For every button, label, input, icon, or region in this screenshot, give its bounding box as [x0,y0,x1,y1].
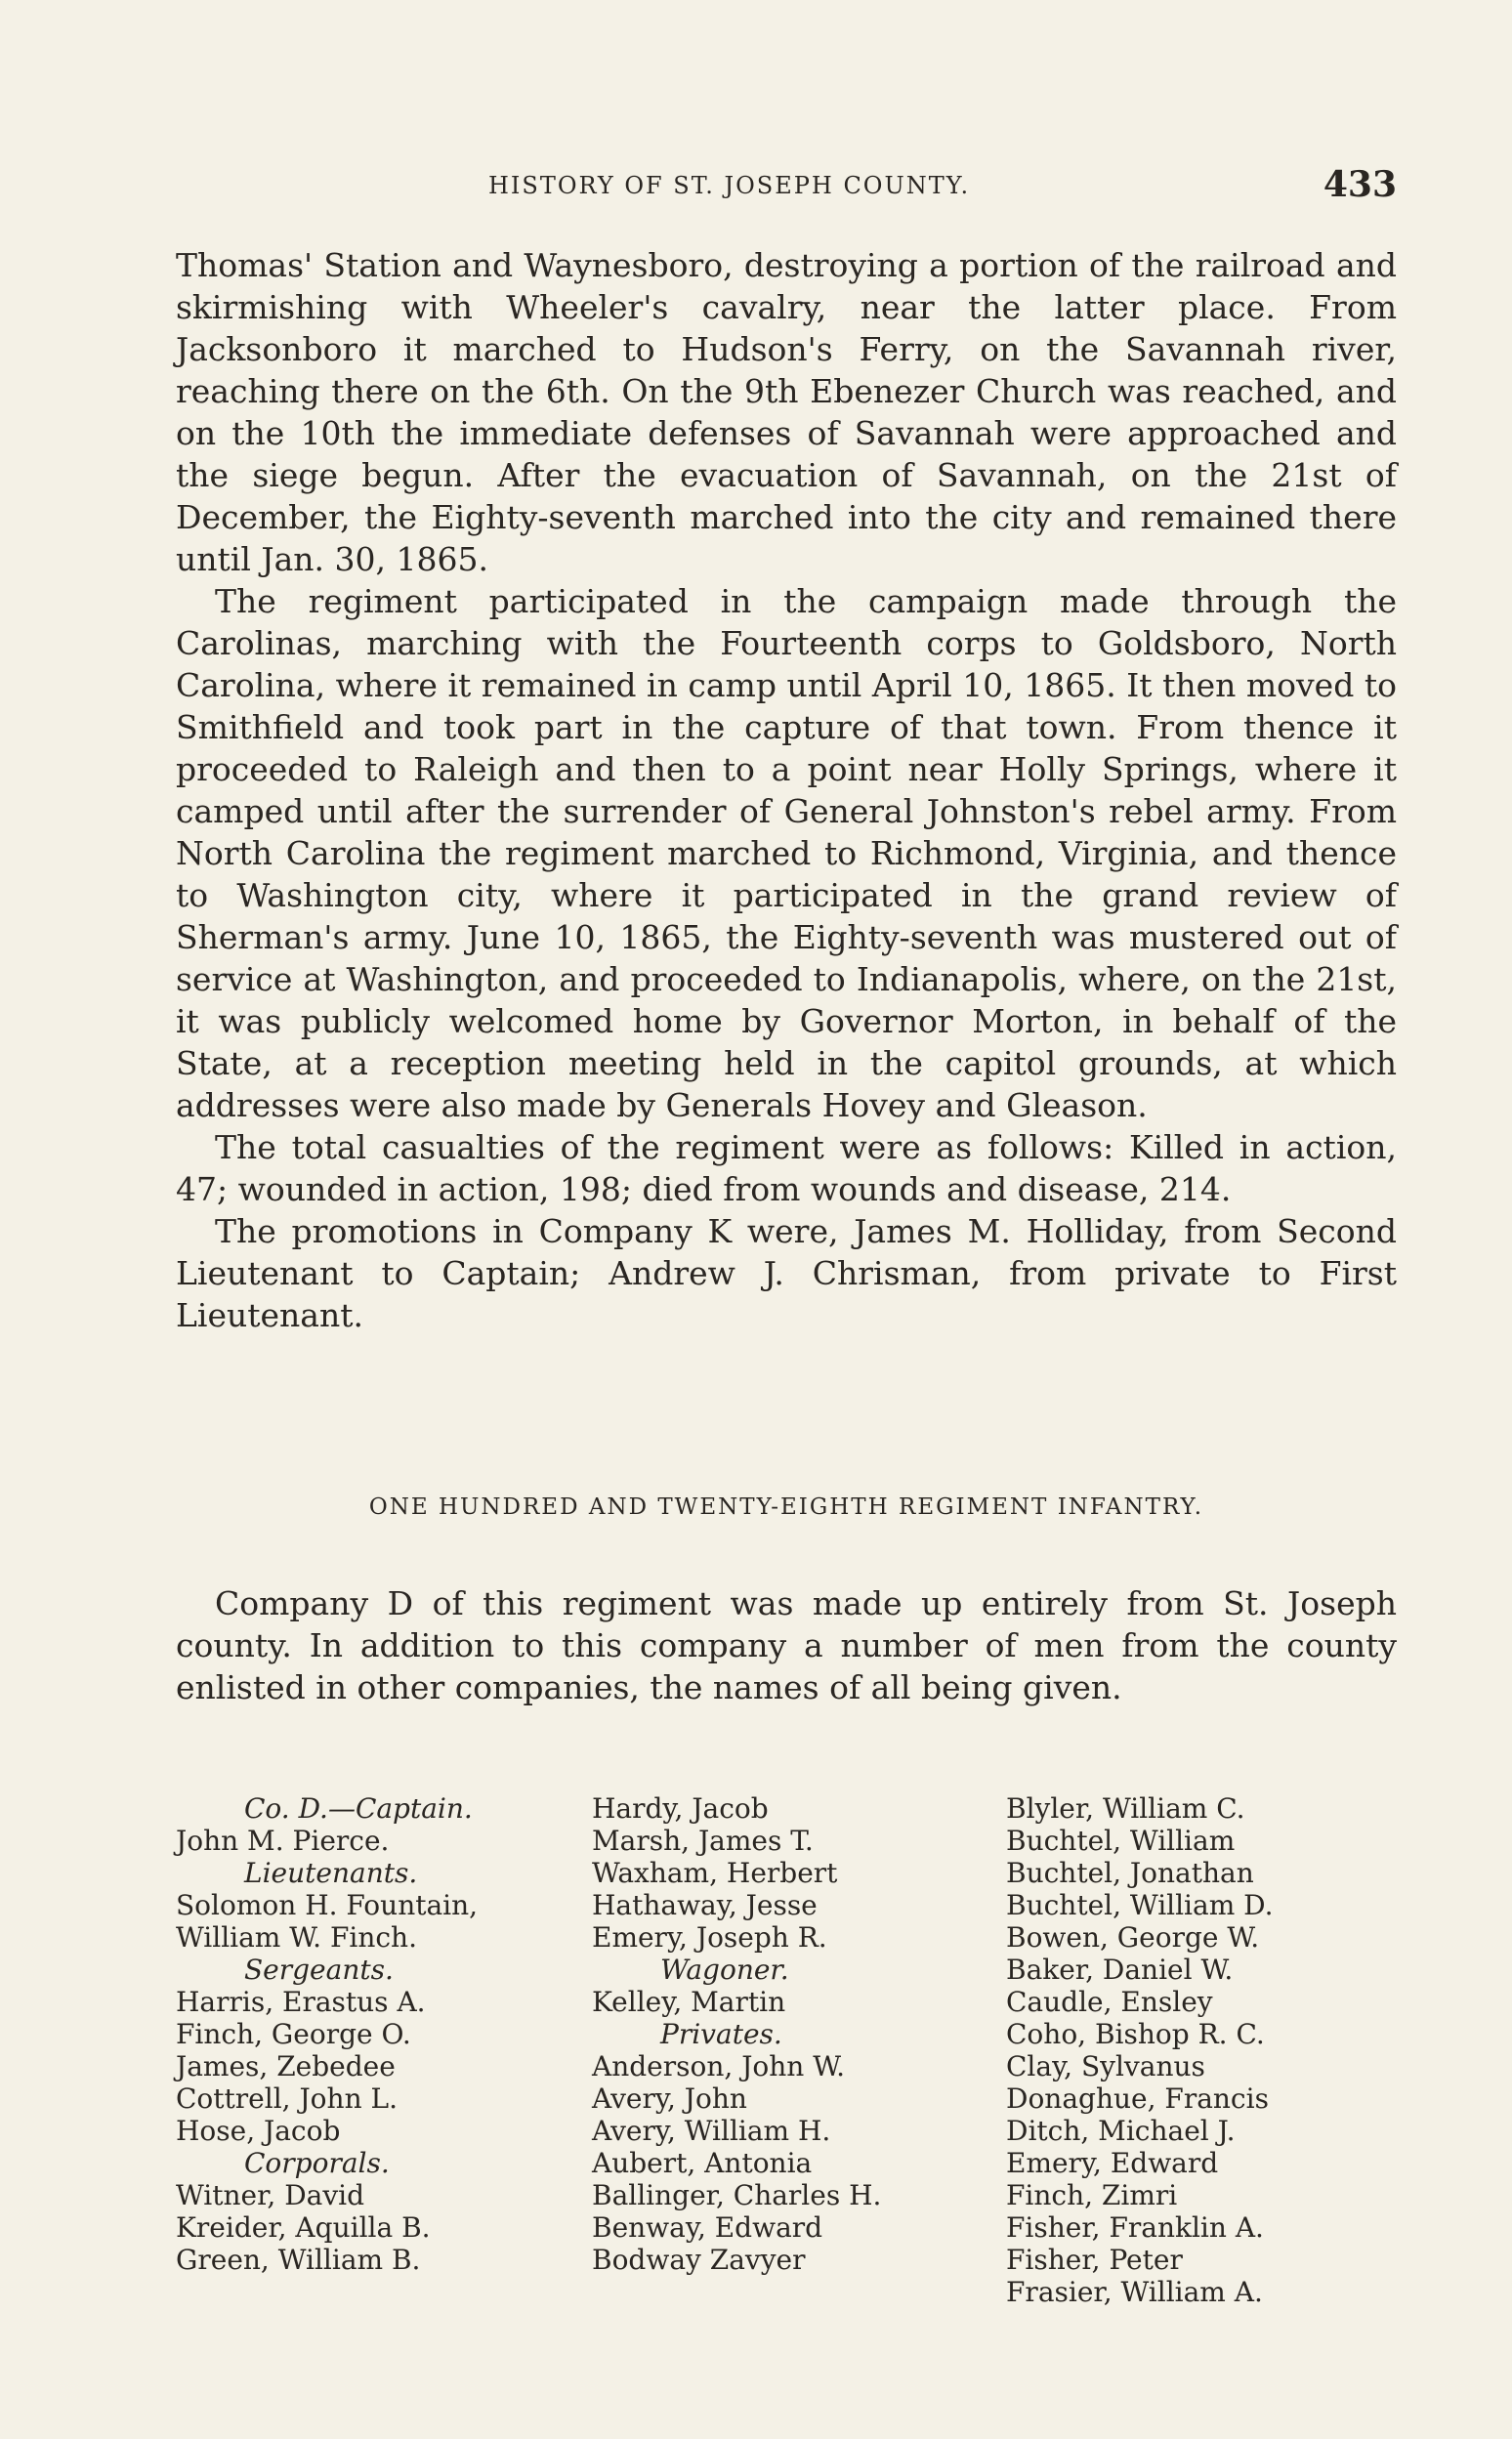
roster-name: Avery, John [592,2082,747,2115]
roster-name: Donaghue, Francis [1006,2082,1269,2115]
roster-name: Aubert, Antonia [592,2147,813,2179]
roster-name: Clay, Sylvanus [1006,2050,1205,2082]
roster-name: Ballinger, Charles H. [592,2179,882,2211]
roster-name: Avery, William H. [592,2115,831,2147]
page-number: 433 [1323,164,1397,205]
roster-name: Emery, Joseph R. [592,1921,827,1954]
roster-name: Anderson, John W. [592,2050,846,2082]
roster-name: Frasier, William A. [1006,2276,1263,2308]
roster-role-heading: Privates. [660,2018,782,2050]
roster-role-heading: Lieutenants. [244,1857,418,1889]
roster-name: Hose, Jacob [176,2115,341,2147]
roster-name: Cottrell, John L. [176,2082,398,2115]
roster-name: Kreider, Aquilla B. [176,2211,431,2244]
roster-name: Buchtel, William D. [1006,1889,1274,1921]
paragraph: The promotions in Company K were, James M. Holliday, from Second Lieutenant to Captain; Andrew J. Chrisman, from private to First Lieutenant. [176,1212,1397,1334]
roster-name: Caudle, Ensley [1006,1986,1213,2018]
roster-name: Bodway Zavyer [592,2244,806,2276]
roster-column-1 [176,1792,527,2276]
roster-name: Benway, Edward [592,2211,823,2244]
roster-name: Harris, Erastus A. [176,1986,426,2018]
roster-name: John M. Pierce. [176,1825,390,1857]
roster-column-2 [592,1792,983,2276]
roster-name: James, Zebedee [176,2050,396,2082]
roster-name: Kelley, Martin [592,1986,786,2018]
roster-role-heading: Sergeants. [244,1954,394,1986]
roster-name: Baker, Daniel W. [1006,1954,1234,1986]
paragraph: The regiment participated in the campaign made through the Carolinas, marching with the Fourteenth corps to Goldsboro, North Carolina, where it remained in camp until April 10, 1865. It then moved to Smithfield and took part in the capture of that town. From thence it proceeded to Raleigh and then to a point near Holly Springs, where it camped until after the surrender of General Johnston's rebel army. From North Carolina the regiment marched to Richmond, Virginia, and thence to Washington city, where it participated in the grand review of Sherman's army. June 10, 1865, the Eighty-seventh was mustered out of service at Washington, and proceeded to Indianapolis, where, on the 21st, it was publicly welcomed home by Governor Morton, in behalf of the State, at a reception meeting held in the capitol grounds, at which addresses were also made by Generals Hovey and Gleason. [176,582,1397,1124]
roster-name: Waxham, Herbert [592,1857,838,1889]
roster-name: Buchtel, Jonathan [1006,1857,1254,1889]
roster-name: Coho, Bishop R. C. [1006,2018,1265,2050]
roster-name: Finch, George O. [176,2018,411,2050]
page-header [176,164,1397,213]
body-text [176,244,1397,1336]
roster-name: Marsh, James T. [592,1825,814,1857]
roster-name: Emery, Edward [1006,2147,1219,2179]
roster-name: Solomon H. Fountain, [176,1889,479,1921]
running-head: HISTORY OF ST. JOSEPH COUNTY. [488,172,971,199]
intro-text [176,1582,1397,1708]
roster-name: Hardy, Jacob [592,1792,769,1825]
roster-name: Blyler, William C. [1006,1792,1245,1825]
roster-role-heading: Corporals. [244,2147,390,2179]
roster-name: Bowen, George W. [1006,1921,1260,1954]
roster-name: Hathaway, Jesse [592,1889,818,1921]
roster-column-3 [1006,1792,1397,2308]
roster-name: Green, William B. [176,2244,421,2276]
roster-name: Buchtel, William [1006,1825,1236,1857]
section-heading: ONE HUNDRED AND TWENTY-EIGHTH REGIMENT INFANTRY. [368,1494,1204,1520]
roster-name: William W. Finch. [176,1921,417,1954]
roster-role-heading: Co. D.—Captain. [244,1792,473,1825]
roster-name: Fisher, Peter [1006,2244,1183,2276]
roster-name: Fisher, Franklin A. [1006,2211,1264,2244]
paragraph: Company D of this regiment was made up entirely from St. Joseph county. In addition to this company a number of men from the county enlisted in other companies, the names of all being given. [176,1584,1397,1706]
paragraph: Thomas' Station and Waynesboro, destroying a portion of the railroad and skirmishing with Wheeler's cavalry, near the latter place. From Jacksonboro it marched to Hudson's Ferry, on the Savannah river, reaching there on the 6th. On the 9th Ebenezer Church was reached, and on the 10th the immediate defenses of Savannah were approached and the siege begun. After the evacuation of Savannah, on the 21st of December, the Eighty-seventh marched into the city and remained there until Jan. 30, 1865. [176,246,1397,578]
roster-name: Witner, David [176,2179,365,2211]
roster-role-heading: Wagoner. [660,1954,789,1986]
paragraph: The total casualties of the regiment were as follows: Killed in action, 47; wounded in action, 198; died from wounds and disease, 214. [176,1128,1397,1208]
roster-name: Ditch, Michael J. [1006,2115,1236,2147]
roster-name: Finch, Zimri [1006,2179,1178,2211]
